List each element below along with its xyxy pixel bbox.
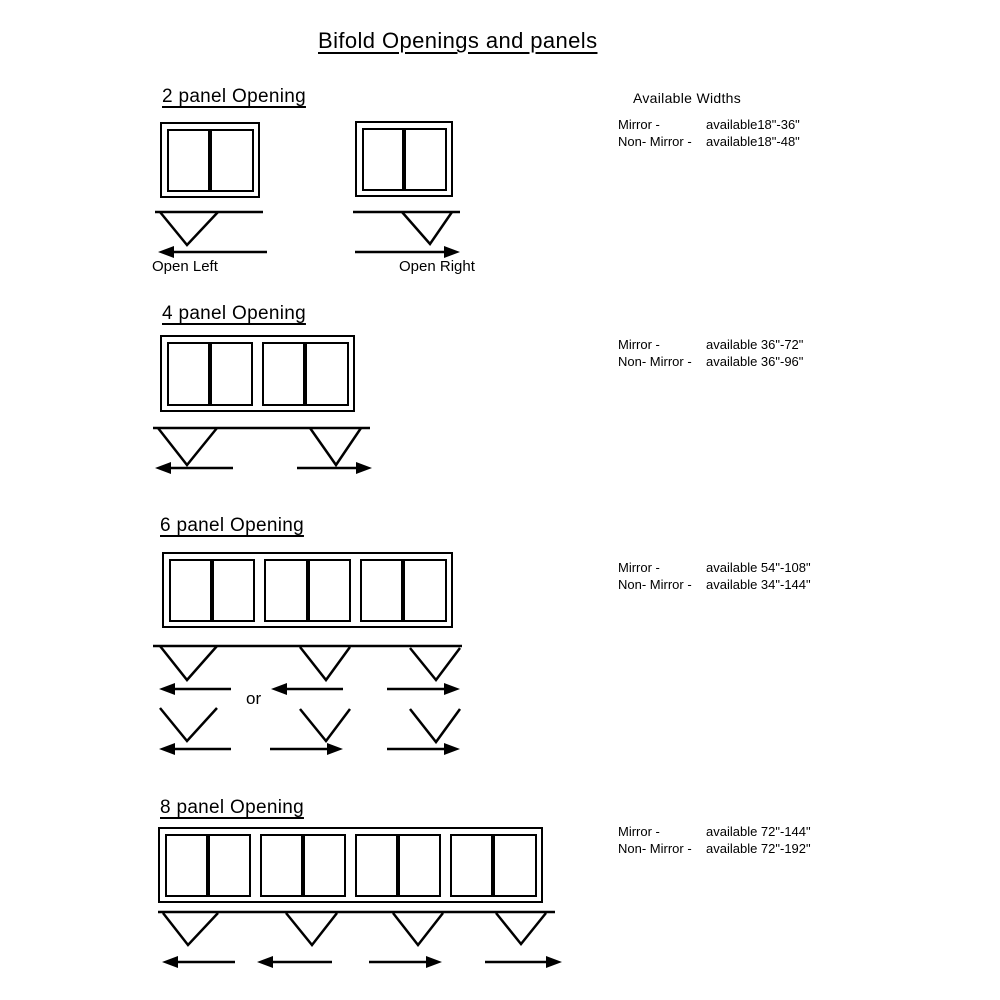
non-mirror-label: Non- Mirror - (618, 841, 692, 856)
non-mirror-label: Non- Mirror - (618, 577, 692, 592)
panel-unit (262, 342, 349, 406)
panel-unit (167, 129, 254, 192)
section-heading-2panel: 2 panel Opening (162, 86, 306, 107)
panel-divider (210, 561, 214, 620)
panel-unit (169, 559, 256, 622)
panel-divider (208, 131, 212, 190)
swing-direction-6panel-icon (150, 640, 465, 758)
non-mirror-spec-row (618, 840, 811, 857)
panel-divider (401, 561, 405, 620)
non-mirror-label: Non- Mirror - (618, 354, 692, 369)
panel-unit (165, 834, 251, 897)
page-title: Bifold Openings and panels (318, 28, 598, 53)
open-left-swing-icon (150, 206, 275, 260)
mirror-label: Mirror - (618, 337, 660, 352)
available-widths-heading: Available Widths (633, 90, 742, 106)
bifold-frame-6panel (162, 552, 453, 628)
bifold-frame-2panel-right (355, 121, 453, 197)
panel-unit (167, 342, 254, 406)
width-spec-6panel (618, 559, 811, 593)
or-label: or (246, 689, 262, 708)
open-right-label: Open Right (399, 258, 475, 275)
mirror-spec-row (618, 336, 803, 353)
mirror-label: Mirror - (618, 560, 660, 575)
mirror-label: Mirror - (618, 117, 660, 132)
open-right-swing-icon (350, 206, 465, 260)
swing-direction-4panel-icon (150, 422, 380, 476)
non-mirror-label: Non- Mirror - (618, 134, 692, 149)
non-mirror-spec-row (618, 353, 803, 370)
panel-unit (360, 559, 447, 622)
section-heading-8panel: 8 panel Opening (160, 797, 304, 818)
non-mirror-value: available 36"-96" (706, 354, 804, 369)
section-heading-4panel: 4 panel Opening (162, 303, 306, 324)
mirror-value: available18"-36" (706, 117, 800, 132)
mirror-spec-row (618, 559, 811, 576)
section-heading-6panel: 6 panel Opening (160, 515, 304, 536)
non-mirror-value: available 72"-192" (706, 841, 811, 856)
mirror-value: available 36"-72" (706, 337, 804, 352)
non-mirror-value: available 34"-144" (706, 577, 811, 592)
panel-divider (306, 561, 310, 620)
bifold-frame-8panel (158, 827, 543, 903)
swing-direction-8panel-icon (150, 906, 570, 972)
bifold-frame-2panel-left (160, 122, 260, 198)
panel-unit (355, 834, 441, 897)
mirror-label: Mirror - (618, 824, 660, 839)
panel-unit (362, 128, 447, 191)
non-mirror-spec-row (618, 576, 811, 593)
panel-divider (301, 836, 305, 895)
panel-unit (264, 559, 351, 622)
panel-divider (396, 836, 400, 895)
panel-divider (208, 344, 212, 404)
width-spec-4panel (618, 336, 803, 370)
panel-unit (450, 834, 536, 897)
mirror-spec-row (618, 823, 811, 840)
panel-unit (260, 834, 346, 897)
width-spec-8panel (618, 823, 811, 857)
panel-divider (402, 130, 406, 189)
non-mirror-value: available18"-48" (706, 134, 800, 149)
panel-divider (491, 836, 495, 895)
panel-divider (303, 344, 307, 404)
panel-divider (206, 836, 210, 895)
mirror-spec-row (618, 116, 800, 133)
mirror-value: available 72"-144" (706, 824, 811, 839)
mirror-value: available 54"-108" (706, 560, 811, 575)
open-left-label: Open Left (152, 258, 218, 275)
non-mirror-spec-row (618, 133, 800, 150)
bifold-frame-4panel (160, 335, 355, 412)
width-spec-2panel (618, 116, 800, 150)
